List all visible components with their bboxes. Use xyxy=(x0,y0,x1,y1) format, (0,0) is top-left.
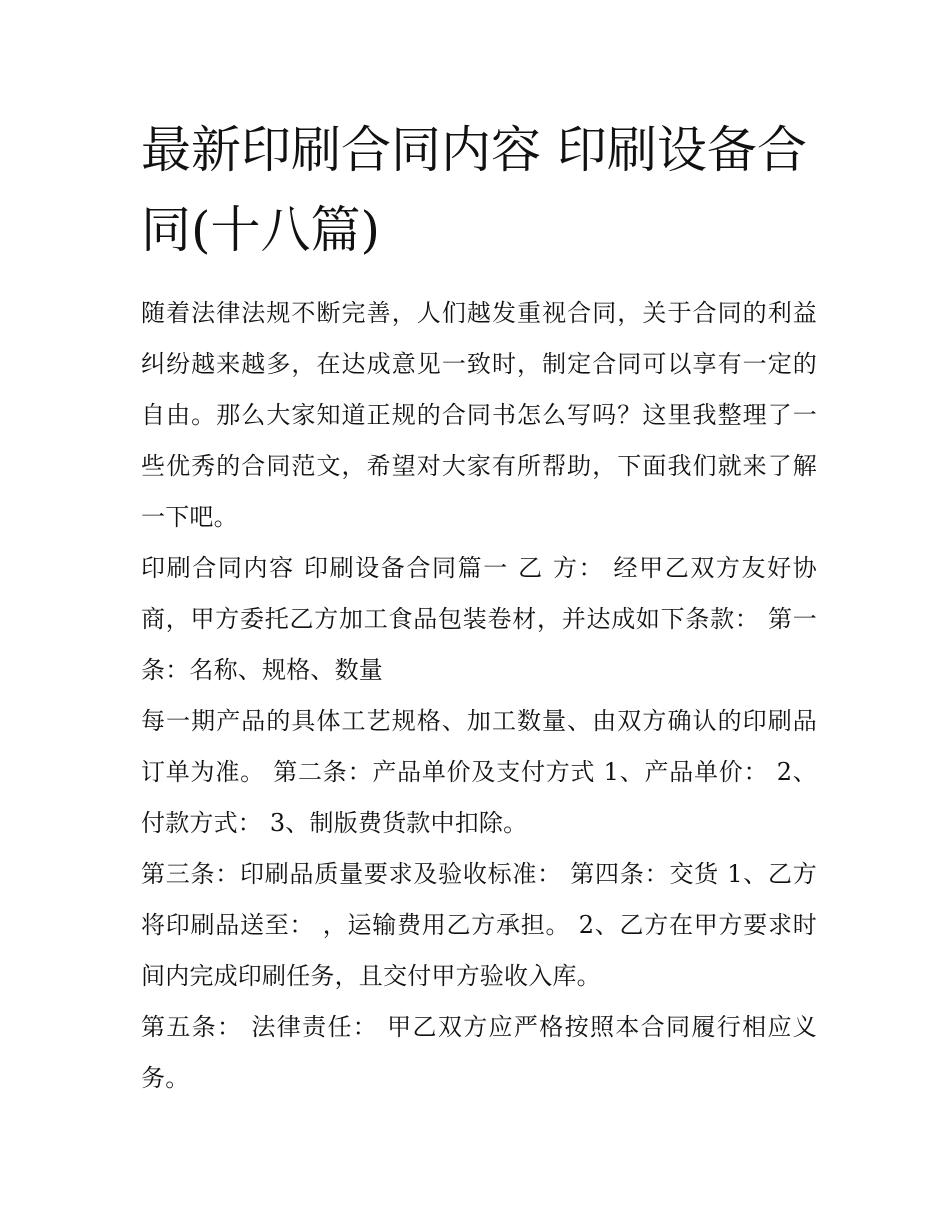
document-body xyxy=(141,110,817,1104)
intro-paragraph: 随着法律法规不断完善，人们越发重视合同，关于合同的利益纠纷越来越多，在达成意见一致时，制定合同可以享有一定的自由。那么大家知道正规的合同书怎么写吗？这里我整理了一些优秀的合同范文，希望对大家有所帮助，下面我们就来了解一下吧。 xyxy=(141,299,817,531)
contract-paragraph-1: 印刷合同内容 印刷设备合同篇一 乙 方： 经甲乙双方友好协商，甲方委托乙方加工食品包装卷材，并达成如下条款： 第一条：名称、规格、数量 xyxy=(141,554,817,684)
contract-paragraph-4: 第五条： 法律责任： 甲乙双方应严格按照本合同履行相应义务。 xyxy=(141,1013,817,1092)
contract-paragraph-2: 每一期产品的具体工艺规格、加工数量、由双方确认的印刷品订单为准。 第二条：产品单价及支付方式 1、产品单价： 2、付款方式： 3、制版费货款中扣除。 xyxy=(141,707,817,837)
document-title: 最新印刷合同内容 印刷设备合同(十八篇) xyxy=(141,121,807,259)
contract-paragraph-3: 第三条：印刷品质量要求及验收标准： 第四条：交货 1、乙方将印刷品送至： ，运输费用乙方承担。 2、乙方在甲方要求时间内完成印刷任务，且交付甲方验收入库。 xyxy=(141,860,817,990)
